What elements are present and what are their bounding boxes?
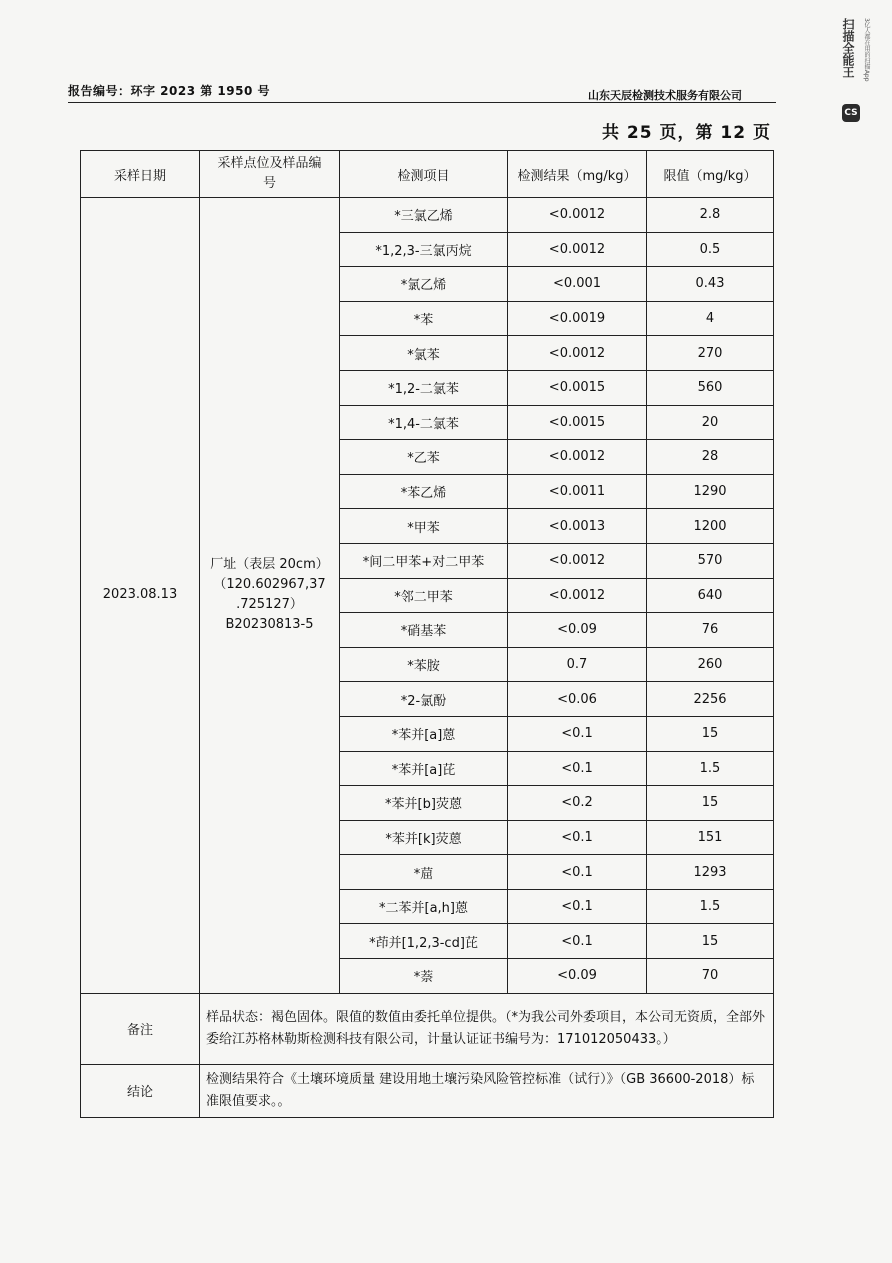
test-item: *苯并[a]蒽 <box>340 716 508 751</box>
test-item: *1,4-二氯苯 <box>340 405 508 440</box>
test-result: <0.2 <box>508 786 647 821</box>
test-limit: 560 <box>647 370 774 405</box>
test-result: <0.0012 <box>508 440 647 475</box>
test-result: <0.0015 <box>508 370 647 405</box>
test-item: *甲苯 <box>340 509 508 544</box>
test-item: *二苯并[a,h]蒽 <box>340 889 508 924</box>
test-limit: 15 <box>647 786 774 821</box>
test-result: <0.0019 <box>508 301 647 336</box>
test-item: *氯苯 <box>340 336 508 371</box>
test-limit: 0.43 <box>647 267 774 302</box>
scanner-watermark <box>838 18 886 128</box>
test-result: <0.0012 <box>508 198 647 233</box>
sampling-site-line: .725127） <box>236 597 303 613</box>
conclusion-row <box>81 1064 774 1117</box>
test-limit: 151 <box>647 820 774 855</box>
test-result: <0.1 <box>508 889 647 924</box>
remarks-row <box>81 993 774 1064</box>
test-item: *乙苯 <box>340 440 508 475</box>
watermark-title: 扫描全能王 <box>841 18 855 78</box>
col-header-limit: 限值（mg/kg） <box>647 151 774 198</box>
test-result: <0.0011 <box>508 474 647 509</box>
test-result: <0.09 <box>508 613 647 648</box>
watermark-subtitle: 3亿人都在用的扫描App <box>863 18 870 82</box>
test-result: <0.1 <box>508 820 647 855</box>
test-limit: 15 <box>647 924 774 959</box>
test-limit: 76 <box>647 613 774 648</box>
results-table <box>80 150 774 1118</box>
sampling-site-line: 厂址（表层 20cm） <box>210 557 329 573</box>
test-limit: 20 <box>647 405 774 440</box>
test-limit: 1293 <box>647 855 774 890</box>
sampling-date: 2023.08.13 <box>81 198 200 994</box>
header-divider <box>68 102 776 103</box>
test-result: <0.001 <box>508 267 647 302</box>
test-item: *2-氯酚 <box>340 682 508 717</box>
test-result: <0.1 <box>508 751 647 786</box>
test-item: *苯并[a]芘 <box>340 751 508 786</box>
test-limit: 1.5 <box>647 751 774 786</box>
test-result: <0.09 <box>508 959 647 994</box>
test-limit: 570 <box>647 543 774 578</box>
test-item: *萘 <box>340 959 508 994</box>
col-header-site: 采样点位及样品编号 <box>200 151 340 198</box>
test-item: *1,2-二氯苯 <box>340 370 508 405</box>
sampling-site-line: B20230813-5 <box>225 617 314 633</box>
company-name: 山东天辰检测技术服务有限公司 <box>588 89 742 102</box>
test-limit: 1200 <box>647 509 774 544</box>
test-item: *苯胺 <box>340 647 508 682</box>
test-item: *硝基苯 <box>340 613 508 648</box>
test-item: *苯并[b]荧蒽 <box>340 786 508 821</box>
remarks-text: 样品状态：褐色固体。限值的数值由委托单位提供。（*为我公司外委项目，本公司无资质，全部外委给江苏格林勒斯检测科技有限公司，计量认证证书编号为：171012050433。） <box>200 993 774 1064</box>
test-limit: 0.5 <box>647 232 774 267</box>
test-result: <0.0013 <box>508 509 647 544</box>
test-item: *䓛 <box>340 855 508 890</box>
remarks-label: 备注 <box>81 993 200 1064</box>
test-result: 0.7 <box>508 647 647 682</box>
test-item: *苯并[k]荧蒽 <box>340 820 508 855</box>
test-limit: 1.5 <box>647 889 774 924</box>
table-header-row <box>81 151 774 198</box>
table-row <box>81 198 774 233</box>
col-header-date: 采样日期 <box>81 151 200 198</box>
test-item: *1,2,3-三氯丙烷 <box>340 232 508 267</box>
test-item: *氯乙烯 <box>340 267 508 302</box>
test-limit: 260 <box>647 647 774 682</box>
test-result: <0.0012 <box>508 336 647 371</box>
test-result: <0.1 <box>508 716 647 751</box>
test-limit: 70 <box>647 959 774 994</box>
test-result: <0.0012 <box>508 232 647 267</box>
test-result: <0.1 <box>508 924 647 959</box>
test-limit: 640 <box>647 578 774 613</box>
sampling-site <box>200 198 340 994</box>
col-header-result: 检测结果（mg/kg） <box>508 151 647 198</box>
test-item: *邻二甲苯 <box>340 578 508 613</box>
test-limit: 28 <box>647 440 774 475</box>
test-item: *苯乙烯 <box>340 474 508 509</box>
conclusion-label: 结论 <box>81 1064 200 1117</box>
test-limit: 2.8 <box>647 198 774 233</box>
test-item: *间二甲苯+对二甲苯 <box>340 543 508 578</box>
test-result: <0.0012 <box>508 543 647 578</box>
conclusion-text: 检测结果符合《土壤环境质量 建设用地土壤污染风险管控标准（试行）》（GB 36600-2018）标准限值要求。。 <box>200 1064 774 1117</box>
test-item: *茚并[1,2,3-cd]芘 <box>340 924 508 959</box>
sampling-site-line: （120.602967,37 <box>213 577 326 593</box>
test-result: <0.0012 <box>508 578 647 613</box>
test-result: <0.0015 <box>508 405 647 440</box>
col-header-item: 检测项目 <box>340 151 508 198</box>
page-indicator: 共 25 页，第 12 页 <box>602 123 771 143</box>
test-limit: 1290 <box>647 474 774 509</box>
test-result: <0.1 <box>508 855 647 890</box>
test-limit: 270 <box>647 336 774 371</box>
test-item: *苯 <box>340 301 508 336</box>
test-result: <0.06 <box>508 682 647 717</box>
test-item: *三氯乙烯 <box>340 198 508 233</box>
test-limit: 15 <box>647 716 774 751</box>
report-number: 报告编号：环字 2023 第 1950 号 <box>68 84 271 98</box>
test-limit: 2256 <box>647 682 774 717</box>
table-body <box>81 198 774 1118</box>
camscanner-logo-icon: CS <box>842 104 860 122</box>
test-limit: 4 <box>647 301 774 336</box>
